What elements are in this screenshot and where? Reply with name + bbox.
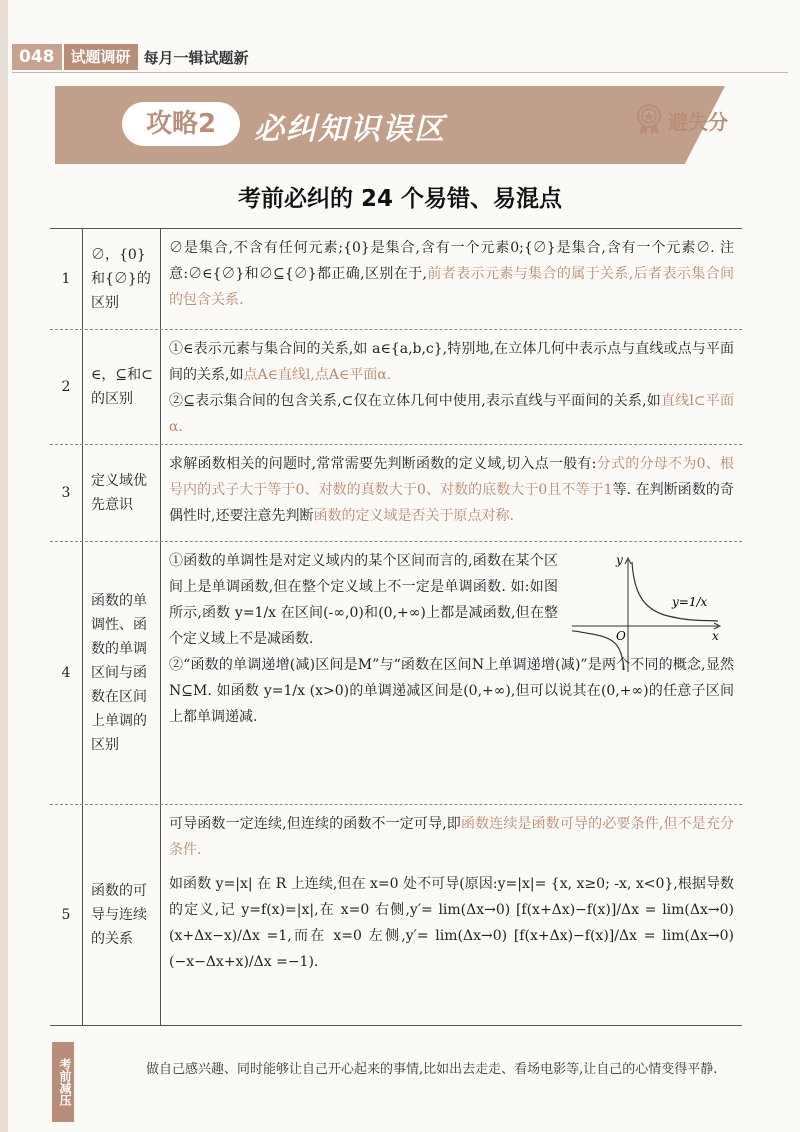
content-highlight: 函数的定义域是否关于原点对称. xyxy=(313,508,514,524)
table-row xyxy=(50,445,742,542)
content-highlight: 分式的分母不为0、根号内的式子大于等于0、对数的真数大于0、对数的底数大于0且不等于1 xyxy=(169,456,734,498)
y-axis-label: y xyxy=(616,554,623,567)
row-topic: ∈，⊆和⊂的区别 xyxy=(83,330,161,444)
content-text: 如函数 y=|x| 在 R 上连续,但在 x=0 处不可导(原因:y=|x|= {x, x≥0; -x, x<0},根据导数的定义,记 y=f(x)=|x|,在 x=0 右侧,y′= lim(Δx→0) [f(x+Δx)−f(x)]/Δx = lim(Δx→0) (x+Δx−x)/Δx =1,而在 x=0 左侧,y′= lim(Δx→0) [f(x+Δx)−f(x)]/Δx = lim(Δx→0) (−x−Δx+x)/Δx =−1). xyxy=(169,876,734,970)
row-number: 1 xyxy=(50,229,83,329)
row-content xyxy=(161,330,742,444)
side-label: 考前减压 xyxy=(52,1042,74,1122)
banner-title: 必纠知识误区 xyxy=(254,112,446,147)
content-text: 等. 在判断函数的奇偶性时,还要注意先判断 xyxy=(169,482,734,524)
origin-label: O xyxy=(616,629,626,643)
knowledge-table xyxy=(50,228,742,1026)
page-title: 考前必纠的 24 个易错、易混点 xyxy=(237,186,563,212)
row-number: 3 xyxy=(50,445,83,541)
award-icon xyxy=(632,102,666,136)
content-text: ①函数的单调性是对定义域内的某个区间而言的,函数在某个区间上是单调函数,但在整个定义域上不一定是单调函数. 如:如图所示,函数 y=1/x 在区间(-∞,0)和(0,+∞)上都是减函数,但在整个定义域上不是减函数. xyxy=(169,553,558,647)
curve-branch-right xyxy=(632,562,718,621)
row-content xyxy=(161,229,742,329)
row-content xyxy=(161,805,742,1025)
content-text: 可导函数一定连续,但连续的函数不一定可导,即 xyxy=(169,816,461,832)
row-number: 4 xyxy=(50,542,83,804)
row-topic: 函数的单调性、函数的单调区间与函数在区间上单调的区别 xyxy=(83,542,161,804)
row-number: 5 xyxy=(50,805,83,1025)
row-topic: ∅，{0}和{∅}的区别 xyxy=(83,229,161,329)
page-edge-strip xyxy=(0,0,8,1132)
content-text: ②“函数的单调递增(减)区间是M”与“函数在区间N上单调递增(减)”是两个不同的概念,显然 N⊆M. 如函数 y=1/x (x>0)的单调递减区间是(0,+∞),但可以说其在(0,+∞)的任意子区间上都单调递减. xyxy=(169,657,734,725)
content-text: 求解函数相关的问题时,常常需要先判断函数的定义域,切入点一般有: xyxy=(169,456,597,472)
section-category: 试题调研 xyxy=(64,44,138,70)
footer-note: 做自己感兴趣、同时能够让自己开心起来的事情,比如出去走走、看场电影等,让自己的心情变得平静. xyxy=(146,1062,718,1077)
banner-tag: 攻略2 xyxy=(145,109,217,139)
content-text: ①∈表示元素与集合间的关系,如 a∈{a,b,c},特别地,在立体几何中表示点与直线或点与平面间的关系,如 xyxy=(169,341,734,383)
table-row xyxy=(50,805,742,1025)
row-topic: 函数的可导与连续的关系 xyxy=(83,805,161,1025)
content-highlight: 前者表示元素与集合的属于关系,后者表示集合间的包含关系. xyxy=(169,266,734,308)
table-row xyxy=(50,542,742,805)
reciprocal-graph xyxy=(568,554,726,674)
content-highlight: 直线l⊂平面α. xyxy=(169,393,734,435)
table-row xyxy=(50,330,742,445)
content-text: ∅是集合,不含有任何元素;{0}是集合,含有一个元素0;{∅}是集合,含有一个元素∅. 注意:∅∈{∅}和∅⊆{∅}都正确,区别在于, xyxy=(169,240,734,282)
header-subtitle: 每月一辑试题新 xyxy=(143,48,249,67)
page-header xyxy=(12,44,249,70)
header-rule xyxy=(12,72,788,73)
page-number: 048 xyxy=(12,44,62,70)
content-highlight: 点A∈直线l,点A∈平面α. xyxy=(243,367,392,383)
curve-label: y=1/x xyxy=(672,595,708,609)
row-content xyxy=(161,445,742,541)
content-text: ②⊆表示集合间的包含关系,⊂仅在立体几何中使用,表示直线与平面间的关系,如 xyxy=(169,393,661,409)
row-content xyxy=(161,542,742,804)
content-highlight: 函数连续是函数可导的必要条件,但不是充分条件. xyxy=(169,816,735,858)
row-number: 2 xyxy=(50,330,83,444)
x-axis-label: x xyxy=(712,629,719,643)
row-topic: 定义域优先意识 xyxy=(83,445,161,541)
table-row xyxy=(50,229,742,330)
badge-label: 避失分 xyxy=(668,110,728,134)
